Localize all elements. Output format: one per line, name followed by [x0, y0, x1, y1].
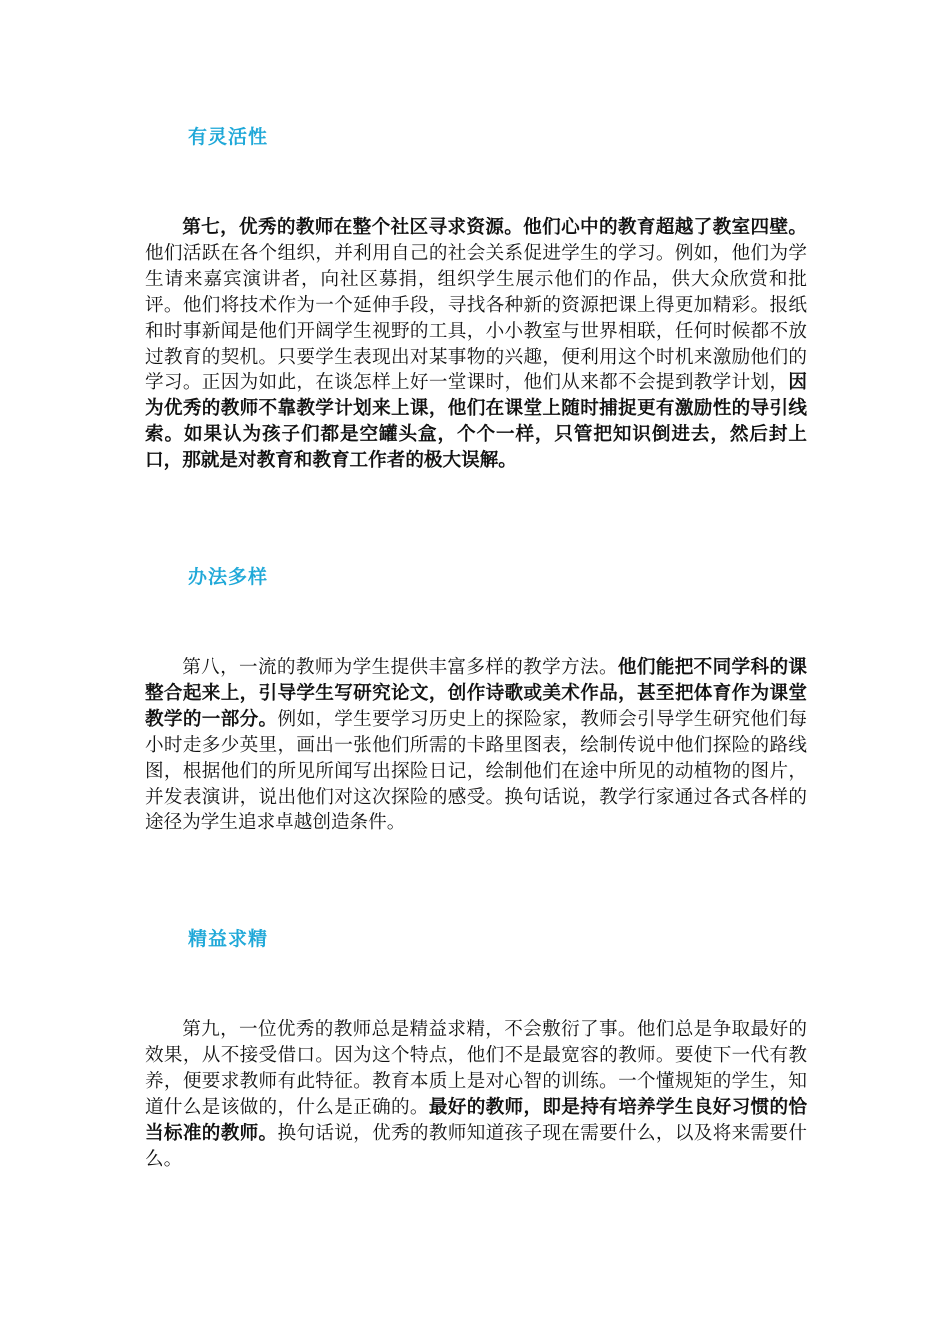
paragraph-bold-run: 最好的教师，即是持有培养学生良好习惯的恰当标准的教师。 [145, 1096, 807, 1144]
paragraph-bold-run: 因为优秀的教师不靠教学计划来上课，他们在课堂上随时捕捉更有激励性的导引线索。如果认为孩子们都是空罐头盒，个个一样，只管把知识倒进去，然后封上口，那就是对教育和教育工作者的极大误解。 [145, 372, 807, 472]
paragraph-run: 换句话说，优秀的教师知道孩子现在需要什么，以及将来需要什么。 [145, 1122, 807, 1170]
section-heading-excellence: 精益求精 [188, 928, 269, 950]
section-paragraph-seventh [145, 215, 807, 474]
paragraph-bold-run: 第七，优秀的教师在整个社区寻求资源。他们心中的教育超越了教室四壁。 [182, 217, 807, 238]
paragraph-run: 第八，一流的教师为学生提供丰富多样的教学方法。 [182, 657, 618, 678]
paragraph-run: 他们活跃在各个组织，并利用自己的社会关系促进学生的学习。例如，他们为学生请来嘉宾演讲者，向社区募捐，组织学生展示他们的作品，供大众欣赏和批评。他们将技术作为一个延伸手段，寻找各种新的资源把课上得更加精彩。报纸和时事新闻是他们开阔学生视野的工具，小小教室与世界相联，任何时候都不放过教育的契机。只要学生表现出对某事物的兴趣，便利用这个时机来激励他们的学习。正因为如此，在谈怎样上好一堂课时，他们从来都不会提到教学计划， [145, 242, 807, 394]
paragraph-bold-run: 他们能把不同学科的课整合起来上，引导学生写研究论文，创作诗歌或美术作品，甚至把体育作为课堂教学的一部分。 [145, 657, 807, 730]
section-heading-varied-methods: 办法多样 [188, 566, 269, 588]
section-heading-flexibility: 有灵活性 [188, 126, 269, 148]
paragraph-run: 例如，学生要学习历史上的探险家，教师会引导学生研究他们每小时走多少英里，画出一张他们所需的卡路里图表，绘制传说中他们探险的路线图，根据他们的所见所闻写出探险日记，绘制他们在途中所见的动植物的图片，并发表演讲，说出他们对这次探险的感受。换句话说，教学行家通过各式各样的途径为学生追求卓越创造条件。 [145, 708, 807, 834]
paragraph-run: 第九，一位优秀的教师总是精益求精，不会敷衍了事。他们总是争取最好的效果，从不接受借口。因为这个特点，他们不是最宽容的教师。要使下一代有教养，便要求教师有此特征。教育本质上是对心智的训练。一个懂规矩的学生，知道什么是该做的，什么是正确的。 [145, 1019, 807, 1118]
section-paragraph-eighth [145, 655, 807, 836]
section-paragraph-ninth [145, 1017, 807, 1172]
